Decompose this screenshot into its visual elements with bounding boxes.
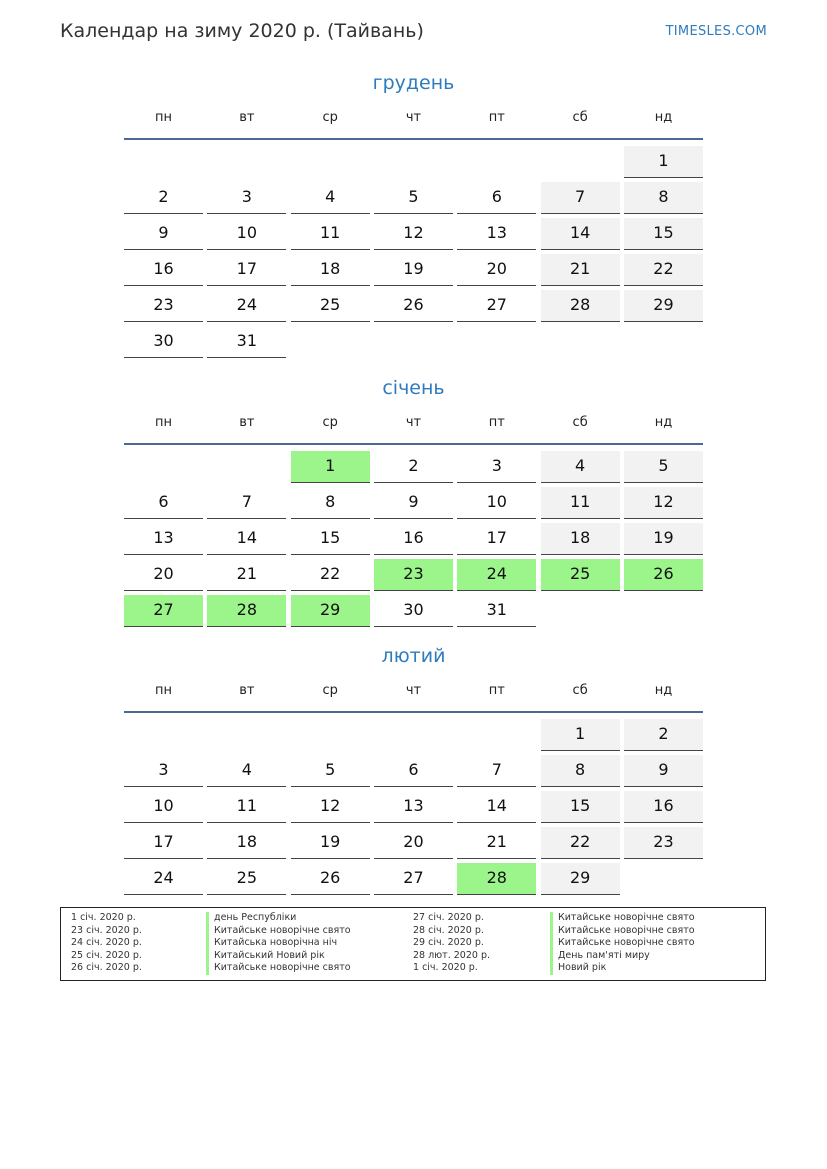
empty-cell (374, 146, 453, 178)
day-cell: 17 (207, 254, 286, 286)
weekday-label: пн (155, 415, 172, 430)
header-divider (124, 711, 703, 713)
day-cell: 7 (457, 755, 536, 787)
legend-holiday-name: День пам'яті миру (550, 950, 695, 963)
weekday-label: пн (155, 110, 172, 125)
day-cell: 13 (374, 791, 453, 823)
day-cell: 18 (207, 827, 286, 859)
day-cell: 10 (207, 218, 286, 250)
legend-date: 27 січ. 2020 р. (413, 912, 484, 923)
day-cell: 7 (541, 182, 620, 214)
day-cell: 19 (624, 523, 703, 555)
day-cell: 26 (374, 290, 453, 322)
day-cell: 11 (291, 218, 370, 250)
weekday-label: вт (239, 415, 255, 430)
day-cell: 12 (374, 218, 453, 250)
day-cell: 1 (541, 719, 620, 751)
weekday-label: нд (654, 110, 673, 125)
legend-date: 25 січ. 2020 р. (71, 949, 142, 961)
empty-cell (207, 146, 286, 178)
day-cell: 28 (207, 595, 286, 627)
empty-cell (124, 719, 203, 751)
legend-holiday-name: Китайська новорічна ніч (206, 937, 351, 950)
weekday-header (124, 681, 703, 711)
day-cell: 4 (541, 451, 620, 483)
day-cell: 23 (124, 290, 203, 322)
day-cell: 25 (541, 559, 620, 591)
day-cell: 28 (541, 290, 620, 322)
day-cell: 19 (291, 827, 370, 859)
legend-date: 1 січ. 2020 р. (413, 962, 478, 974)
day-cell: 16 (624, 791, 703, 823)
day-cell: 8 (541, 755, 620, 787)
weekday-header (124, 108, 703, 138)
month-december (124, 68, 703, 358)
day-cell: 6 (124, 487, 203, 519)
day-cell: 2 (624, 719, 703, 751)
month-title: січень (382, 377, 445, 399)
legend-holiday-name: Китайський Новий рік (206, 950, 351, 963)
day-cell: 22 (541, 827, 620, 859)
day-cell: 20 (457, 254, 536, 286)
empty-cell (207, 719, 286, 751)
day-cell: 8 (291, 487, 370, 519)
day-cell: 22 (624, 254, 703, 286)
day-cell: 31 (207, 326, 286, 358)
weekday-label: ср (322, 110, 338, 125)
day-cell: 17 (457, 523, 536, 555)
day-cell: 4 (207, 755, 286, 787)
day-cell: 25 (207, 863, 286, 895)
month-february (124, 641, 703, 895)
day-cell: 4 (291, 182, 370, 214)
month-title: лютий (381, 645, 446, 667)
day-cell: 21 (207, 559, 286, 591)
day-cell: 2 (124, 182, 203, 214)
day-cell: 9 (124, 218, 203, 250)
day-cell: 11 (541, 487, 620, 519)
day-cell: 2 (374, 451, 453, 483)
day-grid (124, 451, 703, 627)
legend-date: 28 січ. 2020 р. (413, 924, 484, 936)
weekday-label: пт (488, 110, 505, 125)
day-cell: 9 (624, 755, 703, 787)
legend-holiday-name: Новий рік (550, 962, 695, 975)
month-january (124, 373, 703, 627)
legend-holiday-name: Китайське новорічне свято (550, 937, 695, 950)
day-grid (124, 146, 703, 358)
empty-cell (374, 719, 453, 751)
day-cell: 11 (207, 791, 286, 823)
day-cell: 10 (124, 791, 203, 823)
day-cell: 15 (541, 791, 620, 823)
day-cell: 12 (291, 791, 370, 823)
day-cell: 3 (124, 755, 203, 787)
day-cell: 15 (624, 218, 703, 250)
day-cell: 14 (207, 523, 286, 555)
weekday-label: чт (405, 415, 422, 430)
day-cell: 5 (291, 755, 370, 787)
legend-dates-left (71, 912, 142, 975)
day-cell: 9 (374, 487, 453, 519)
day-cell: 18 (291, 254, 370, 286)
day-cell: 19 (374, 254, 453, 286)
day-cell: 23 (624, 827, 703, 859)
day-cell: 12 (624, 487, 703, 519)
legend-date: 26 січ. 2020 р. (71, 962, 142, 974)
day-cell: 8 (624, 182, 703, 214)
day-cell: 23 (374, 559, 453, 591)
day-cell: 3 (457, 451, 536, 483)
weekday-label: нд (654, 415, 673, 430)
legend-dates-right (413, 912, 490, 975)
legend-date: 23 січ. 2020 р. (71, 924, 142, 936)
weekday-label: сб (572, 110, 588, 125)
day-cell: 1 (291, 451, 370, 483)
day-cell: 29 (291, 595, 370, 627)
site-link[interactable]: TIMESLES.COM (665, 24, 767, 39)
empty-cell (457, 719, 536, 751)
empty-cell (291, 719, 370, 751)
page-title: Календар на зиму 2020 р. (Тайвань) (60, 20, 424, 42)
holiday-legend (60, 907, 766, 981)
day-cell: 14 (541, 218, 620, 250)
weekday-label: сб (572, 683, 588, 698)
weekday-label: чт (405, 683, 422, 698)
day-cell: 15 (291, 523, 370, 555)
weekday-label: чт (405, 110, 422, 125)
day-cell: 25 (291, 290, 370, 322)
legend-date: 24 січ. 2020 р. (71, 937, 142, 949)
legend-names-right (550, 912, 695, 975)
day-cell: 27 (124, 595, 203, 627)
day-cell: 30 (374, 595, 453, 627)
day-cell: 16 (374, 523, 453, 555)
day-cell: 10 (457, 487, 536, 519)
day-cell: 24 (207, 290, 286, 322)
day-cell: 13 (457, 218, 536, 250)
day-cell: 14 (457, 791, 536, 823)
legend-holiday-name: Китайське новорічне свято (206, 925, 351, 938)
weekday-label: вт (239, 110, 255, 125)
day-cell: 6 (457, 182, 536, 214)
empty-cell (457, 146, 536, 178)
day-cell: 29 (541, 863, 620, 895)
day-cell: 26 (291, 863, 370, 895)
empty-cell (291, 146, 370, 178)
day-cell: 21 (541, 254, 620, 286)
header-divider (124, 443, 703, 445)
day-cell: 27 (374, 863, 453, 895)
weekday-header (124, 413, 703, 443)
day-cell: 24 (457, 559, 536, 591)
day-cell: 5 (374, 182, 453, 214)
day-cell: 5 (624, 451, 703, 483)
weekday-label: пт (488, 683, 505, 698)
day-cell: 18 (541, 523, 620, 555)
header-divider (124, 138, 703, 140)
day-cell: 6 (374, 755, 453, 787)
day-cell: 28 (457, 863, 536, 895)
day-cell: 3 (207, 182, 286, 214)
day-cell: 13 (124, 523, 203, 555)
day-cell: 29 (624, 290, 703, 322)
day-cell: 26 (624, 559, 703, 591)
legend-holiday-name: Китайське новорічне свято (550, 912, 695, 925)
day-cell: 31 (457, 595, 536, 627)
weekday-label: ср (322, 415, 338, 430)
day-cell: 7 (207, 487, 286, 519)
weekday-label: вт (239, 683, 255, 698)
legend-date: 1 січ. 2020 р. (71, 912, 136, 923)
day-cell: 24 (124, 863, 203, 895)
weekday-label: пт (488, 415, 505, 430)
day-cell: 27 (457, 290, 536, 322)
weekday-label: нд (654, 683, 673, 698)
day-cell: 30 (124, 326, 203, 358)
empty-cell (207, 451, 286, 483)
day-grid (124, 719, 703, 895)
legend-names-left (206, 912, 351, 975)
weekday-label: пн (155, 683, 172, 698)
day-cell: 1 (624, 146, 703, 178)
day-cell: 20 (374, 827, 453, 859)
weekday-label: ср (322, 683, 338, 698)
legend-holiday-name: Китайське новорічне свято (206, 962, 351, 975)
weekday-label: сб (572, 415, 588, 430)
day-cell: 20 (124, 559, 203, 591)
empty-cell (124, 146, 203, 178)
day-cell: 21 (457, 827, 536, 859)
legend-holiday-name: день Республіки (206, 912, 351, 925)
legend-date: 29 січ. 2020 р. (413, 937, 484, 949)
day-cell: 22 (291, 559, 370, 591)
empty-cell (541, 146, 620, 178)
month-title: грудень (372, 72, 455, 94)
legend-holiday-name: Китайське новорічне свято (550, 925, 695, 938)
legend-date: 28 лют. 2020 р. (413, 949, 490, 961)
day-cell: 17 (124, 827, 203, 859)
empty-cell (124, 451, 203, 483)
day-cell: 16 (124, 254, 203, 286)
